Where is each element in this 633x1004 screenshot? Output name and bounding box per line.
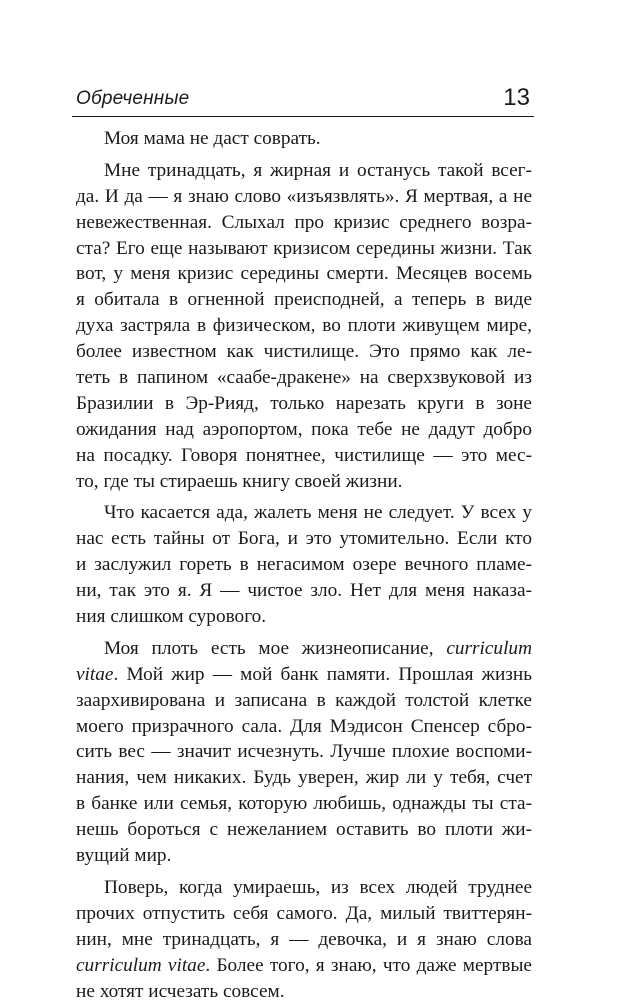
text-segment: ния слишком сурового. [76,606,266,627]
text-line [76,469,532,495]
text-line [76,126,532,152]
text-segment: вот, у меня кризис середины смерти. Месяцев восемь [76,263,532,284]
running-title: Обреченные [76,88,189,110]
text-line [76,313,532,339]
text-line [76,578,532,604]
text-segment: ни, так это я. Я — чистое зло. Нет для меня наказа- [76,580,532,601]
italic-text: curriculum [446,638,532,659]
running-head [72,84,534,117]
text-segment: невежественная. Слыхал про кризис среднего возра- [76,212,532,233]
text-line [76,339,532,365]
text-line [76,552,532,578]
page-number: 13 [503,84,530,112]
text-line [76,791,532,817]
text-line [76,765,532,791]
italic-text: curriculum vitae [76,955,205,976]
text-segment: Поверь, когда умираешь, из всех людей труднее [104,877,532,898]
text-segment: прочих отпустить себя самого. Да, милый твиттерян- [76,903,532,924]
text-line [76,526,532,552]
text-line [76,365,532,391]
text-segment: вущий мир. [76,845,171,866]
text-line [76,158,532,184]
text-line [76,210,532,236]
text-segment: теть в папином «саабе-дракене» на сверхзвуковой из [76,367,532,388]
text-line [76,417,532,443]
text-segment: . Более того, я знаю, что даже мертвые [205,955,532,976]
text-segment: Что касается ада, жалеть меня не следует. У всех у [104,502,532,523]
text-segment: сить вес — значит исчезнуть. Лучше плохие воспоми- [76,741,532,762]
text-line [76,901,532,927]
text-line [76,739,532,765]
text-line [76,662,532,688]
text-segment: Бразилии в Эр-Рияд, только нарезать круги в зоне [76,393,532,414]
text-line [76,817,532,843]
text-segment: Мне тринадцать, я жирная и останусь такой всег- [104,160,532,181]
text-segment: . Мой жир — мой банк памяти. Прошлая жизнь [113,664,532,685]
body-text [76,126,532,1004]
text-line [76,953,532,979]
text-segment: нания, чем никаких. Будь уверен, жир ли у тебя, счет [76,767,532,788]
text-line [76,636,532,662]
text-line [76,287,532,313]
text-segment: то, где ты стираешь книгу своей жизни. [76,471,403,492]
text-segment: не хотят исчезать совсем. [76,981,285,1002]
text-segment: более известном как чистилище. Это прямо как ле- [76,341,532,362]
text-segment: заархивирована и записана в каждой толстой клетке [76,690,532,711]
text-line [76,927,532,953]
text-segment: Моя мама не даст соврать. [104,128,321,149]
text-segment: да. И да — я знаю слово «изъязвлять». Я мертвая, а не [76,186,532,207]
italic-text: vitae [76,664,113,685]
text-segment: нас есть тайны от Бога, и это утомительно. Если кто [76,528,532,549]
text-segment: нешь бороться с нежеланием оставить во плоти жи- [76,819,532,840]
text-segment: нин, мне тринадцать, я — девочка, и я знаю слова [76,929,532,950]
text-segment: духа застряла в физическом, во плоти живущем мире, [76,315,532,336]
text-segment: ожидания над аэропортом, пока тебе не дадут добро [76,419,532,440]
text-segment: Моя плоть есть мое жизнеописание, [104,638,446,659]
text-line [76,236,532,262]
text-line [76,500,532,526]
text-segment: я обитала в огненной преисподней, а теперь в виде [76,289,532,310]
text-line [76,714,532,740]
text-line [76,184,532,210]
text-line [76,979,532,1004]
text-line [76,843,532,869]
text-line [76,391,532,417]
text-line [76,688,532,714]
text-line [76,443,532,469]
text-segment: на посадку. Говоря понятнее, чистилище — это мес- [76,445,532,466]
text-line [76,875,532,901]
text-segment: в банке или семья, которую любишь, однажды ты ста- [76,793,532,814]
text-line [76,261,532,287]
text-segment: ста? Его еще называют кризисом середины жизни. Так [76,238,532,259]
text-segment: и заслужил гореть в негасимом озере вечного пламе- [76,554,532,575]
text-segment: моего призрачного сала. Для Мэдисон Спенсер сбро- [76,716,532,737]
text-line [76,604,532,630]
